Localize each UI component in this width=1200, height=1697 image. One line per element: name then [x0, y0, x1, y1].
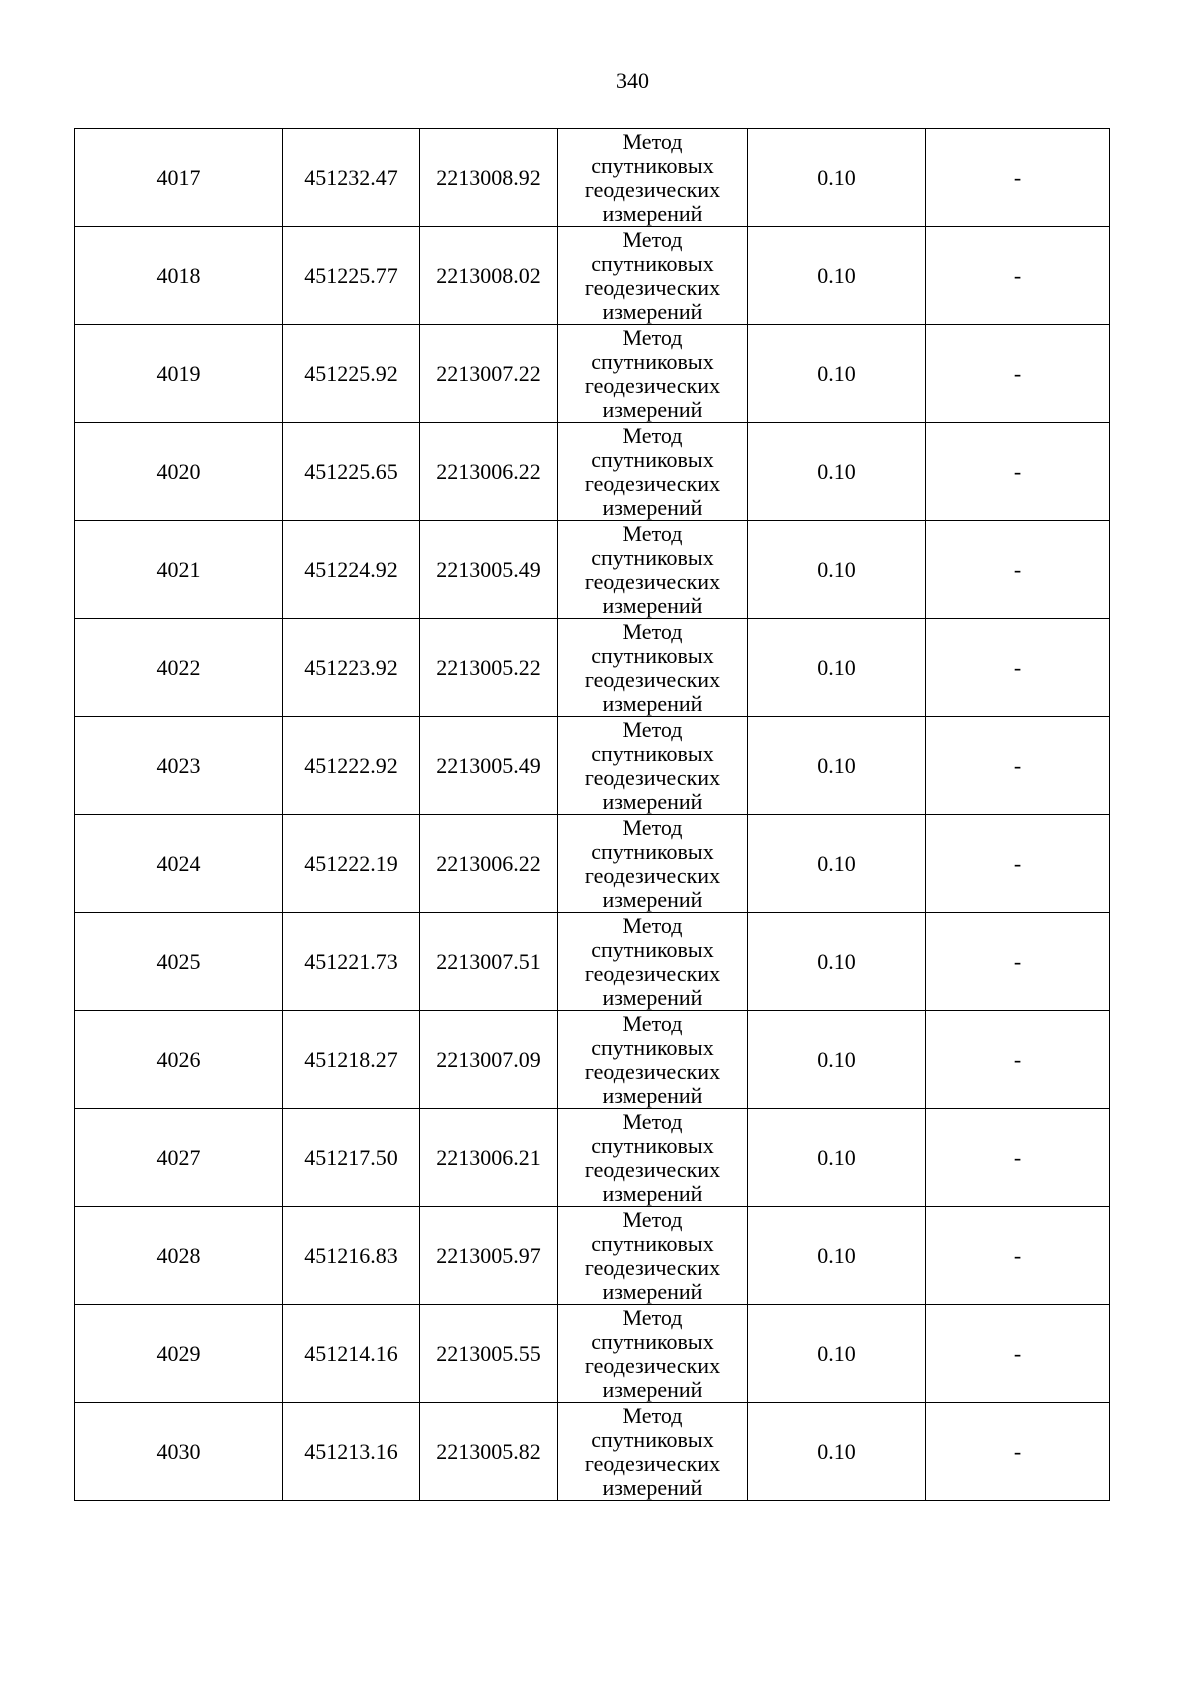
y-coordinate-cell: 2213008.02 [420, 227, 558, 325]
method-line: спутниковых [591, 348, 714, 374]
method-line: измерений [602, 494, 703, 520]
y-coordinate-cell: 2213008.92 [420, 129, 558, 227]
x-coordinate-cell: 451232.47 [283, 129, 420, 227]
table-row [75, 423, 1110, 521]
method-line: спутниковых [591, 1328, 714, 1354]
method-line: геодезических [584, 176, 721, 202]
method-cell [558, 1305, 748, 1403]
y-coordinate-cell: 2213006.22 [420, 423, 558, 521]
table-row [75, 619, 1110, 717]
method-cell [558, 1109, 748, 1207]
accuracy-cell: 0.10 [748, 227, 926, 325]
method-line: измерений [602, 1082, 703, 1108]
method-line: измерений [602, 690, 703, 716]
method-line: геодезических [584, 1058, 721, 1084]
note-cell: - [926, 521, 1110, 619]
y-coordinate-cell: 2213006.21 [420, 1109, 558, 1207]
method-line: измерений [602, 788, 703, 814]
accuracy-cell: 0.10 [748, 1207, 926, 1305]
method-line: Метод [622, 1402, 683, 1428]
method-line: спутниковых [591, 446, 714, 472]
note-cell: - [926, 913, 1110, 1011]
method-line: измерений [602, 1180, 703, 1206]
method-line: геодезических [584, 1254, 721, 1280]
accuracy-cell: 0.10 [748, 717, 926, 815]
method-line: спутниковых [591, 250, 714, 276]
point-number-cell: 4019 [75, 325, 283, 423]
table-row [75, 129, 1110, 227]
accuracy-cell: 0.10 [748, 129, 926, 227]
point-number-cell: 4022 [75, 619, 283, 717]
method-line: спутниковых [591, 936, 714, 962]
table-row [75, 1109, 1110, 1207]
method-cell [558, 423, 748, 521]
point-number-cell: 4018 [75, 227, 283, 325]
method-line: спутниковых [591, 1034, 714, 1060]
note-cell: - [926, 619, 1110, 717]
method-line: измерений [602, 200, 703, 226]
x-coordinate-cell: 451225.77 [283, 227, 420, 325]
method-line: геодезических [584, 862, 721, 888]
method-cell [558, 325, 748, 423]
y-coordinate-cell: 2213005.97 [420, 1207, 558, 1305]
method-line: спутниковых [591, 740, 714, 766]
x-coordinate-cell: 451225.92 [283, 325, 420, 423]
method-cell [558, 717, 748, 815]
table-row [75, 1207, 1110, 1305]
method-line: геодезических [584, 372, 721, 398]
y-coordinate-cell: 2213006.22 [420, 815, 558, 913]
point-number-cell: 4030 [75, 1403, 283, 1501]
method-line: измерений [602, 1376, 703, 1402]
accuracy-cell: 0.10 [748, 619, 926, 717]
point-number-cell: 4021 [75, 521, 283, 619]
y-coordinate-cell: 2213005.49 [420, 521, 558, 619]
method-line: геодезических [584, 1450, 721, 1476]
table-row [75, 815, 1110, 913]
note-cell: - [926, 227, 1110, 325]
method-line: геодезических [584, 960, 721, 986]
method-cell [558, 227, 748, 325]
x-coordinate-cell: 451222.19 [283, 815, 420, 913]
x-coordinate-cell: 451223.92 [283, 619, 420, 717]
method-line: Метод [622, 226, 683, 252]
note-cell: - [926, 325, 1110, 423]
method-line: Метод [622, 128, 683, 154]
table-row [75, 717, 1110, 815]
method-line: спутниковых [591, 152, 714, 178]
x-coordinate-cell: 451216.83 [283, 1207, 420, 1305]
x-coordinate-cell: 451218.27 [283, 1011, 420, 1109]
note-cell: - [926, 1403, 1110, 1501]
method-cell [558, 1207, 748, 1305]
method-line: измерений [602, 984, 703, 1010]
method-cell [558, 619, 748, 717]
method-line: Метод [622, 422, 683, 448]
x-coordinate-cell: 451224.92 [283, 521, 420, 619]
method-line: Метод [622, 324, 683, 350]
note-cell: - [926, 1207, 1110, 1305]
x-coordinate-cell: 451222.92 [283, 717, 420, 815]
method-line: спутниковых [591, 838, 714, 864]
method-line: геодезических [584, 666, 721, 692]
method-cell [558, 1403, 748, 1501]
y-coordinate-cell: 2213005.22 [420, 619, 558, 717]
method-line: геодезических [584, 568, 721, 594]
method-line: измерений [602, 886, 703, 912]
point-number-cell: 4020 [75, 423, 283, 521]
method-line: Метод [622, 520, 683, 546]
coordinates-table-body [75, 129, 1110, 1501]
y-coordinate-cell: 2213007.51 [420, 913, 558, 1011]
point-number-cell: 4027 [75, 1109, 283, 1207]
method-line: измерений [602, 1278, 703, 1304]
method-line: геодезических [584, 1156, 721, 1182]
y-coordinate-cell: 2213005.82 [420, 1403, 558, 1501]
note-cell: - [926, 815, 1110, 913]
x-coordinate-cell: 451217.50 [283, 1109, 420, 1207]
method-line: спутниковых [591, 1426, 714, 1452]
method-line: геодезических [584, 470, 721, 496]
accuracy-cell: 0.10 [748, 521, 926, 619]
method-cell [558, 129, 748, 227]
note-cell: - [926, 1305, 1110, 1403]
method-line: спутниковых [591, 544, 714, 570]
x-coordinate-cell: 451213.16 [283, 1403, 420, 1501]
point-number-cell: 4023 [75, 717, 283, 815]
x-coordinate-cell: 451225.65 [283, 423, 420, 521]
table-row [75, 913, 1110, 1011]
method-line: Метод [622, 912, 683, 938]
page-number: 340 [616, 68, 649, 93]
table-row [75, 1403, 1110, 1501]
method-line: Метод [622, 1304, 683, 1330]
method-line: измерений [602, 298, 703, 324]
y-coordinate-cell: 2213005.55 [420, 1305, 558, 1403]
point-number-cell: 4024 [75, 815, 283, 913]
method-line: измерений [602, 592, 703, 618]
accuracy-cell: 0.10 [748, 1305, 926, 1403]
accuracy-cell: 0.10 [748, 325, 926, 423]
point-number-cell: 4017 [75, 129, 283, 227]
accuracy-cell: 0.10 [748, 1109, 926, 1207]
method-line: спутниковых [591, 642, 714, 668]
accuracy-cell: 0.10 [748, 913, 926, 1011]
method-line: спутниковых [591, 1230, 714, 1256]
x-coordinate-cell: 451214.16 [283, 1305, 420, 1403]
method-line: геодезических [584, 1352, 721, 1378]
point-number-cell: 4029 [75, 1305, 283, 1403]
method-line: геодезических [584, 274, 721, 300]
method-line: Метод [622, 1010, 683, 1036]
accuracy-cell: 0.10 [748, 1403, 926, 1501]
method-line: Метод [622, 1206, 683, 1232]
method-line: Метод [622, 716, 683, 742]
note-cell: - [926, 129, 1110, 227]
y-coordinate-cell: 2213007.09 [420, 1011, 558, 1109]
note-cell: - [926, 1109, 1110, 1207]
table-row [75, 1011, 1110, 1109]
table-row [75, 227, 1110, 325]
method-cell [558, 1011, 748, 1109]
accuracy-cell: 0.10 [748, 815, 926, 913]
method-line: Метод [622, 1108, 683, 1134]
table-row [75, 325, 1110, 423]
point-number-cell: 4026 [75, 1011, 283, 1109]
note-cell: - [926, 423, 1110, 521]
table-row [75, 521, 1110, 619]
method-line: спутниковых [591, 1132, 714, 1158]
accuracy-cell: 0.10 [748, 1011, 926, 1109]
method-line: измерений [602, 1474, 703, 1500]
coordinates-table [74, 128, 1110, 1501]
method-line: Метод [622, 814, 683, 840]
note-cell: - [926, 1011, 1110, 1109]
y-coordinate-cell: 2213007.22 [420, 325, 558, 423]
method-cell [558, 815, 748, 913]
method-line: геодезических [584, 764, 721, 790]
method-line: измерений [602, 396, 703, 422]
point-number-cell: 4028 [75, 1207, 283, 1305]
accuracy-cell: 0.10 [748, 423, 926, 521]
method-line: Метод [622, 618, 683, 644]
method-cell [558, 521, 748, 619]
x-coordinate-cell: 451221.73 [283, 913, 420, 1011]
point-number-cell: 4025 [75, 913, 283, 1011]
method-cell [558, 913, 748, 1011]
table-row [75, 1305, 1110, 1403]
note-cell: - [926, 717, 1110, 815]
y-coordinate-cell: 2213005.49 [420, 717, 558, 815]
